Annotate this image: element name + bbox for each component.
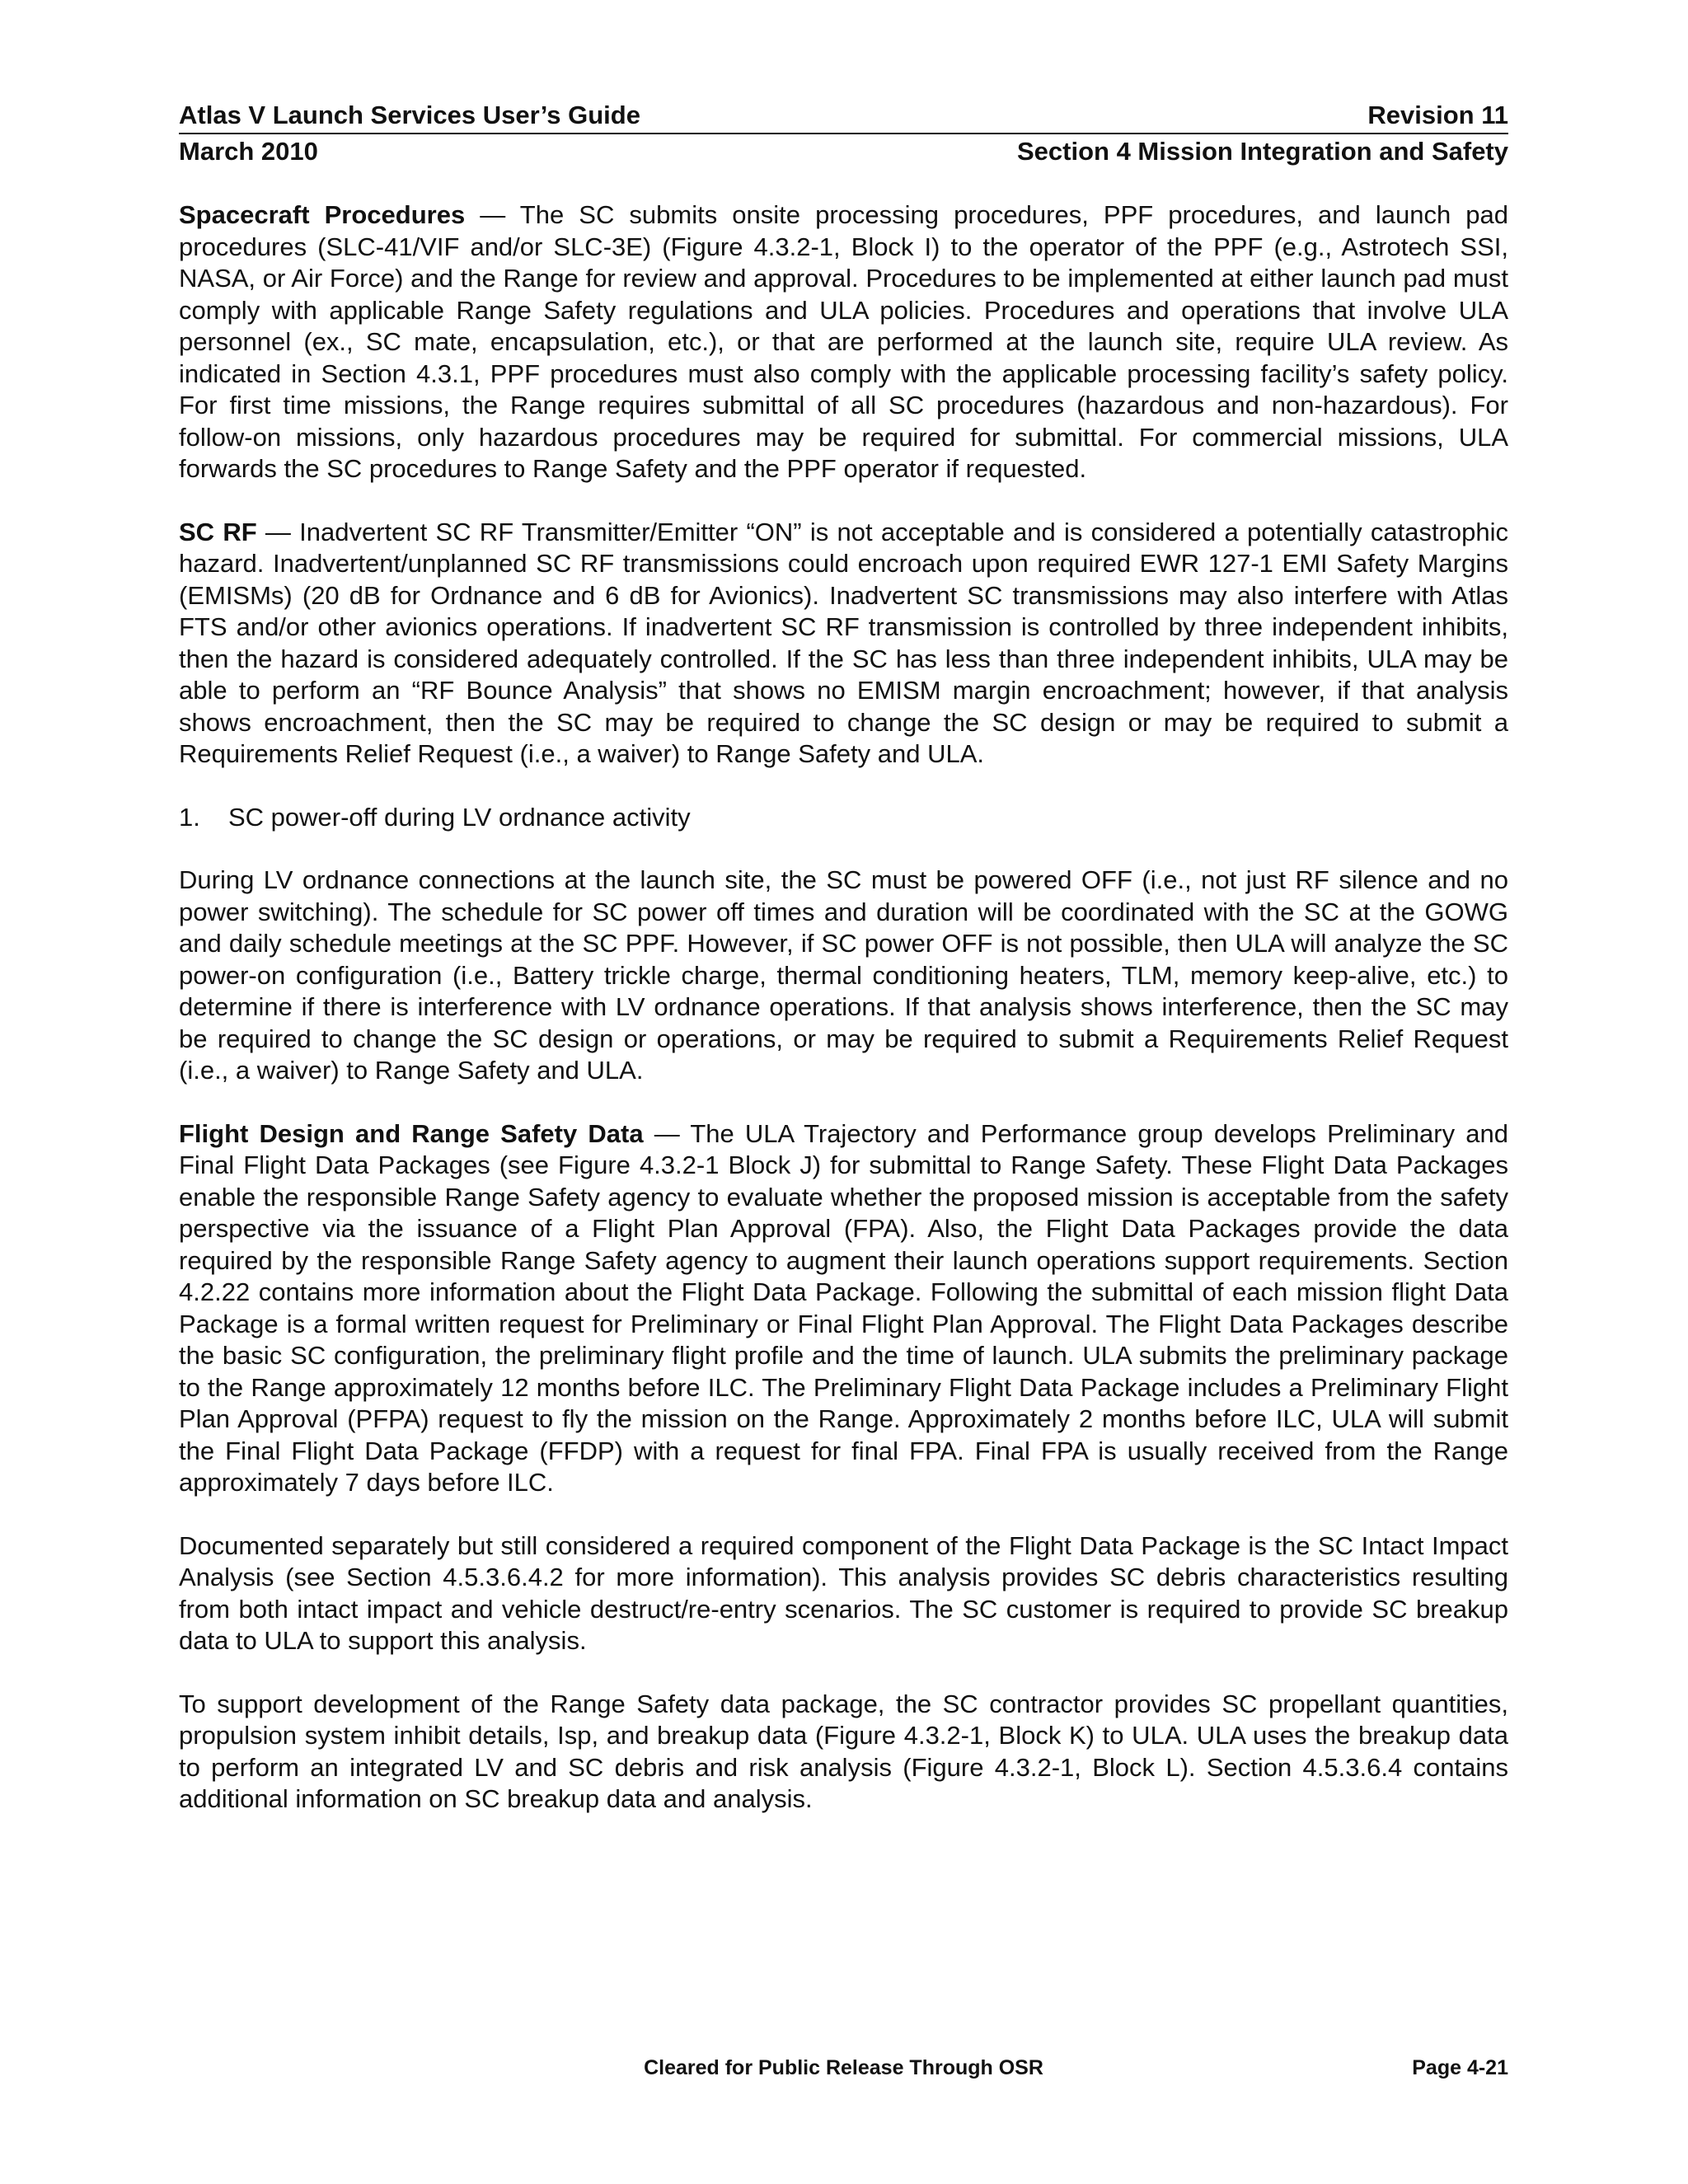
- list-item: [179, 802, 1508, 834]
- list-text: SC power-off during LV ordnance activity: [228, 802, 691, 832]
- section-title: Section 4 Mission Integration and Safety: [1017, 137, 1508, 166]
- paragraph-intact-impact: Documented separately but still considered a required component of the Flight Data Package is the SC Intact Impact Analysis (see Section 4.5.3.6.4.2 for more information). This analysis provides SC debris characteristics resulting from both intact impact and vehicle destruct/re-entry scenarios. The SC customer is required to provide SC breakup data to ULA to support this analysis.: [179, 1530, 1508, 1655]
- paragraph-lead: SC RF: [179, 517, 257, 546]
- paragraph-lead: Spacecraft Procedures: [179, 200, 466, 229]
- release-notice: Cleared for Public Release Through OSR: [644, 2056, 1043, 2079]
- paragraph-lead: Flight Design and Range Safety Data: [179, 1118, 644, 1148]
- paragraph-text: — The SC submits onsite processing procedures, PPF procedures, and launch pad procedures (SLC-41/VIF and/or SLC-3E) (Figure 4.3.2-1, Block I) to the operator of the PPF (e.g., Astrotech SSI, NASA, or Air Force) and the Range for review and approval. Procedures to be implemented at either launch pad must comply with applicable Range Safety regulations and ULA policies. Procedures and operations that involve ULA personnel (ex., SC mate, encapsulation, etc.), or that are performed at the launch site, require ULA review. As indicated in Section 4.3.1, PPF procedures must also comply with the applicable processing facility’s safety policy. For first time missions, the Range requires submittal of all SC procedures (hazardous and non-hazardous). For follow-on missions, only hazardous procedures may be required for submittal. For commercial missions, ULA forwards the SC procedures to Range Safety and the PPF operator if requested.: [179, 200, 1508, 483]
- page-number: Page 4-21: [1412, 2056, 1508, 2079]
- paragraph-text: — Inadvertent SC RF Transmitter/Emitter “ON” is not acceptable and is considered a potentially catastrophic hazard. Inadvertent/unplanned SC RF transmissions could encroach upon required EWR 127-1 EMI Safety Margins (EMISMs) (20 dB for Ordnance and 6 dB for Avionics). Inadvertent SC transmissions may also interfere with Atlas FTS and/or other avionics operations. If inadvertent SC RF transmission is controlled by three independent inhibits, then the hazard is considered adequately controlled. If the SC has less than three independent inhibits, ULA may be able to perform an “RF Bounce Analysis” that shows no EMISM margin encroachment; however, if that analysis shows encroachment, then the SC may be required to change the SC design or may be required to submit a Requirements Relief Request (i.e., a waiver) to Range Safety and ULA.: [179, 517, 1509, 768]
- page-body: [179, 199, 1508, 1847]
- header-row-bottom: [179, 135, 1508, 168]
- document-date: March 2010: [179, 137, 318, 166]
- paragraph-flight-design: [179, 1118, 1508, 1499]
- document-title: Atlas V Launch Services User’s Guide: [179, 101, 640, 129]
- paragraph-spacecraft-procedures: [179, 199, 1508, 485]
- header-row-top: [179, 99, 1508, 132]
- revision-label: Revision 11: [1367, 101, 1508, 129]
- paragraph-text: — The ULA Trajectory and Performance group develops Preliminary and Final Flight Data Packages (see Figure 4.3.2-1 Block J) for submittal to Range Safety. These Flight Data Packages enable the responsible Range Safety agency to evaluate whether the proposed mission is acceptable from the safety perspective via the issuance of a Flight Plan Approval (FPA). Also, the Flight Data Packages provide the data required by the responsible Range Safety agency to augment their launch operations support requirements. Section 4.2.22 contains more information about the Flight Data Package. Following the submittal of each mission flight Data Package is a formal written request for Preliminary or Final Flight Plan Approval. The Flight Data Packages describe the basic SC configuration, the preliminary flight profile and the time of launch. ULA submits the preliminary package to the Range approximately 12 months before ILC. The Preliminary Flight Data Package includes a Preliminary Flight Plan Approval (PFPA) request to fly the mission on the Range. Approximately 2 months before ILC, ULA will submit the Final Flight Data Package (FFDP) with a request for final FPA. Final FPA is usually received from the Range approximately 7 days before ILC.: [179, 1118, 1508, 1497]
- list-number: 1.: [179, 802, 200, 832]
- paragraph-ordnance-connections: During LV ordnance connections at the launch site, the SC must be powered OFF (i.e., not just RF silence and no power switching). The schedule for SC power off times and duration will be coordinated with the SC at the GOWG and daily schedule meetings at the SC PPF. However, if SC power OFF is not possible, then ULA will analyze the SC power-on configuration (i.e., Battery trickle charge, thermal conditioning heaters, TLM, memory keep-alive, etc.) to determine if there is interference with LV ordnance operations. If that analysis shows interference, then the SC may be required to change the SC design or operations, or may be required to submit a Requirements Relief Request (i.e., a waiver) to Range Safety and ULA.: [179, 865, 1508, 1085]
- paragraph-breakup-data: To support development of the Range Safety data package, the SC contractor provides SC propellant quantities, propulsion system inhibit details, Isp, and breakup data (Figure 4.3.2-1, Block K) to ULA. ULA uses the breakup data to perform an integrated LV and SC debris and risk analysis (Figure 4.3.2-1, Block L). Section 4.5.3.6.4 contains additional information on SC breakup data and analysis.: [179, 1689, 1508, 1813]
- header-divider: [179, 133, 1508, 134]
- page-header: [179, 99, 1508, 168]
- paragraph-sc-rf: [179, 517, 1508, 771]
